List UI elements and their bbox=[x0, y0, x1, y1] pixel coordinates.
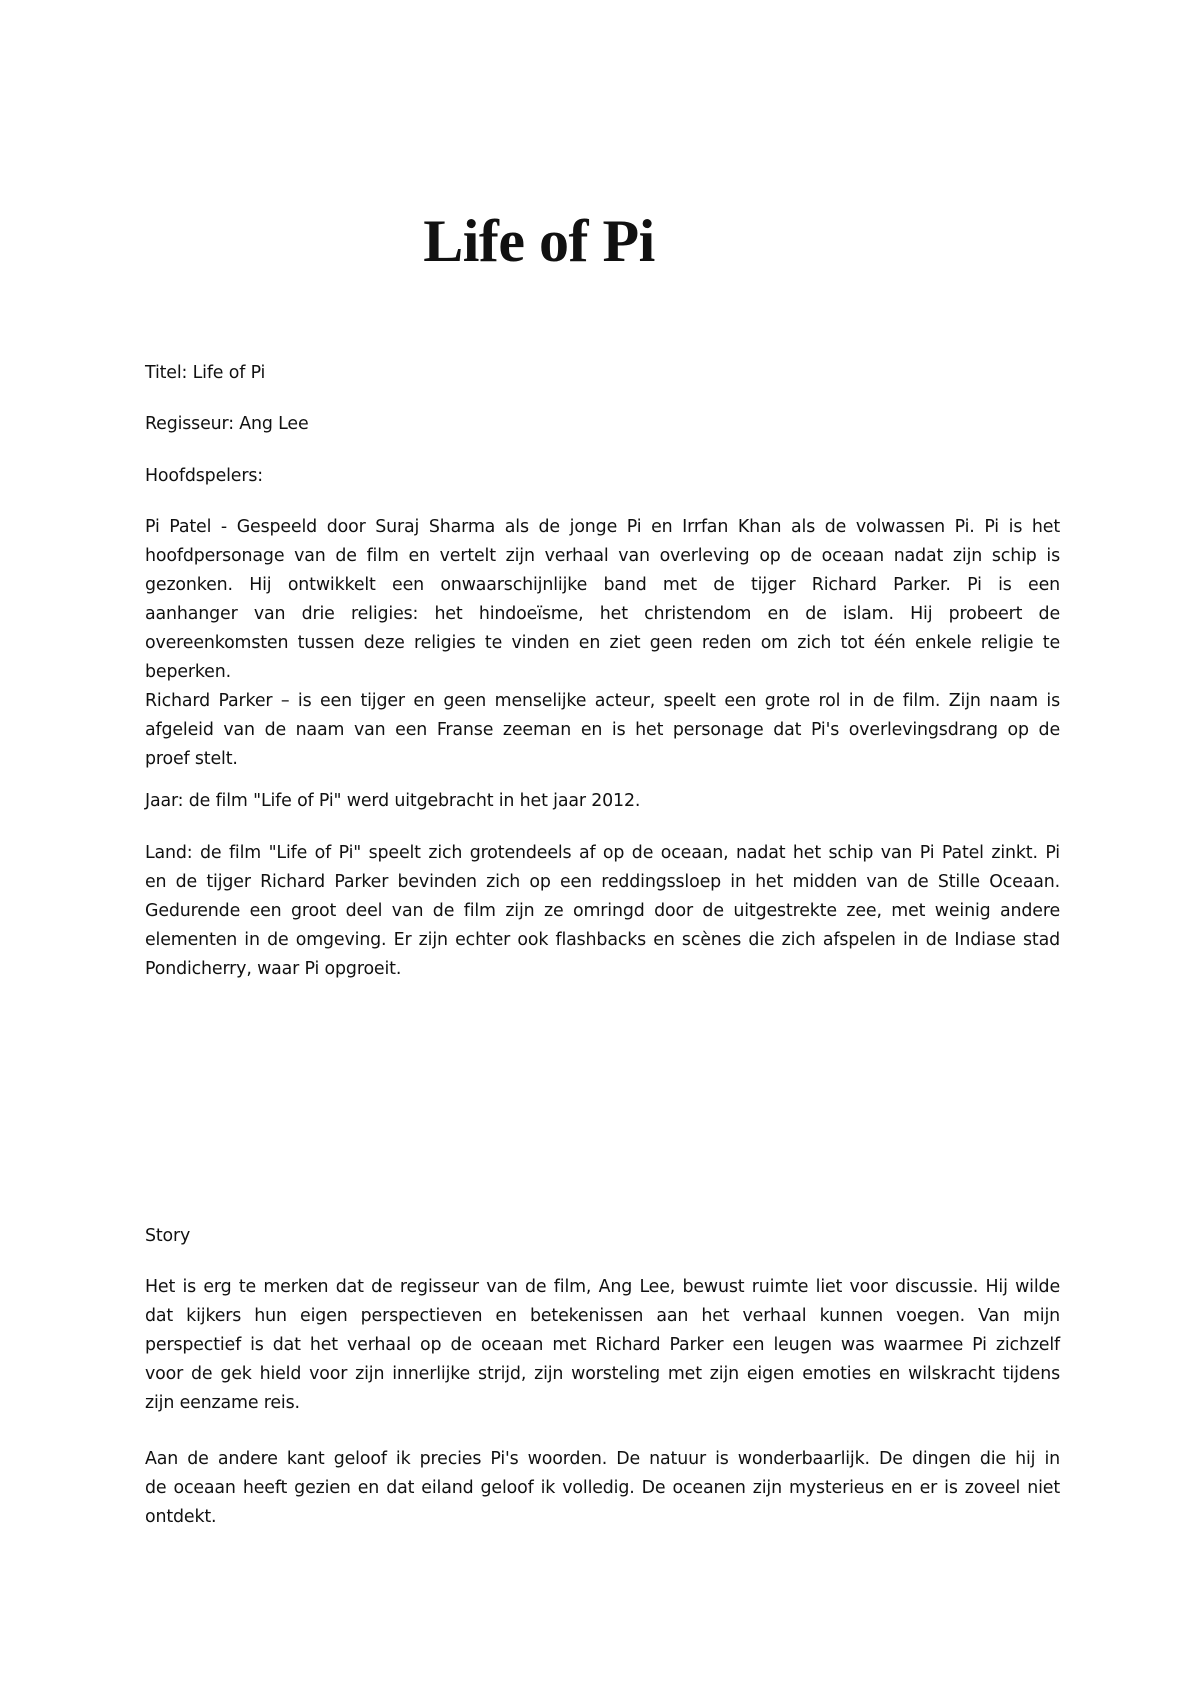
cast-description bbox=[145, 513, 1060, 774]
field-regisseur bbox=[145, 410, 1060, 439]
richard-parker-line: afgeleid van de naam van een Franse zeeman en is het personage dat Pi's overlevingsdrang op de bbox=[145, 720, 1060, 740]
pi-patel-line: overeenkomsten tussen deze religies te vinden en ziet geen reden om zich tot één enkele religie te bbox=[145, 633, 1060, 653]
story-line: zijn eenzame reis. bbox=[145, 1393, 300, 1413]
field-hoofdspelers bbox=[145, 462, 1060, 491]
land-line: Land: de film "Life of Pi" speelt zich grotendeels af op de oceaan, nadat het schip van Pi Patel zinkt. Pi bbox=[145, 843, 1060, 863]
story-heading bbox=[145, 1222, 1060, 1251]
field-titel bbox=[145, 359, 1060, 388]
land-paragraph bbox=[145, 839, 1060, 984]
story-paragraph-1 bbox=[145, 1273, 1060, 1418]
land-line: Gedurende een groot deel van de film zijn ze omringd door de uitgestrekte zee, met weinig andere bbox=[145, 901, 1060, 921]
richard-parker-line: proef stelt. bbox=[145, 749, 238, 769]
hoofdspelers-label: Hoofdspelers: bbox=[145, 466, 263, 486]
regisseur-text: Regisseur: Ang Lee bbox=[145, 414, 309, 434]
field-land bbox=[145, 839, 1060, 984]
pi-patel-line: gezonken. Hij ontwikkelt een onwaarschijnlijke band met de tijger Richard Parker. Pi is een bbox=[145, 575, 1060, 595]
pi-patel-paragraph bbox=[145, 513, 1060, 687]
story-heading-text: Story bbox=[145, 1226, 191, 1246]
story-line: voor de gek hield voor zijn innerlijke strijd, zijn worsteling met zijn eigen emoties en wilskracht tijdens bbox=[145, 1364, 1060, 1384]
story-paragraph bbox=[145, 1445, 1060, 1532]
document-title: Life of Pi bbox=[423, 208, 655, 274]
pi-patel-line: hoofdpersonage van de film en vertelt zijn verhaal van overleving op de oceaan nadat zijn schip is bbox=[145, 546, 1060, 566]
story-line: dat kijkers hun eigen perspectieven en betekenissen aan het verhaal kunnen voegen. Van mijn bbox=[145, 1306, 1060, 1326]
story-line: de oceaan heeft gezien en dat eiland geloof ik volledig. De oceanen zijn mysterieus en er is zoveel niet bbox=[145, 1478, 1060, 1498]
story-paragraph-2 bbox=[145, 1445, 1060, 1532]
story-line: ontdekt. bbox=[145, 1507, 217, 1527]
richard-parker-line: Richard Parker – is een tijger en geen menselijke acteur, speelt een grote rol in de film. Zijn naam is bbox=[145, 691, 1060, 711]
story-line: Aan de andere kant geloof ik precies Pi's woorden. De natuur is wonderbaarlijk. De dingen die hij in bbox=[145, 1449, 1060, 1469]
story-paragraph bbox=[145, 1273, 1060, 1418]
pi-patel-line: Pi Patel - Gespeeld door Suraj Sharma als de jonge Pi en Irrfan Khan als de volwassen Pi. Pi is het bbox=[145, 517, 1060, 537]
pi-patel-line: beperken. bbox=[145, 662, 231, 682]
land-line: Pondicherry, waar Pi opgroeit. bbox=[145, 959, 402, 979]
jaar-text: Jaar: de film "Life of Pi" werd uitgebracht in het jaar 2012. bbox=[145, 791, 641, 811]
land-line: en de tijger Richard Parker bevinden zich op een reddingssloep in het midden van de Stille Oceaan. bbox=[145, 872, 1060, 892]
story-line: perspectief is dat het verhaal op de oceaan met Richard Parker een leugen was waarmee Pi zichzelf bbox=[145, 1335, 1060, 1355]
richard-parker-paragraph bbox=[145, 687, 1060, 774]
pi-patel-line: aanhanger van drie religies: het hindoeïsme, het christendom en de islam. Hij probeert de bbox=[145, 604, 1060, 624]
land-line: elementen in de omgeving. Er zijn echter ook flashbacks en scènes die zich afspelen in de Indiase stad bbox=[145, 930, 1060, 950]
field-jaar bbox=[145, 787, 1060, 816]
story-line: Het is erg te merken dat de regisseur van de film, Ang Lee, bewust ruimte liet voor discussie. Hij wilde bbox=[145, 1277, 1060, 1297]
titel-text: Titel: Life of Pi bbox=[145, 363, 266, 383]
